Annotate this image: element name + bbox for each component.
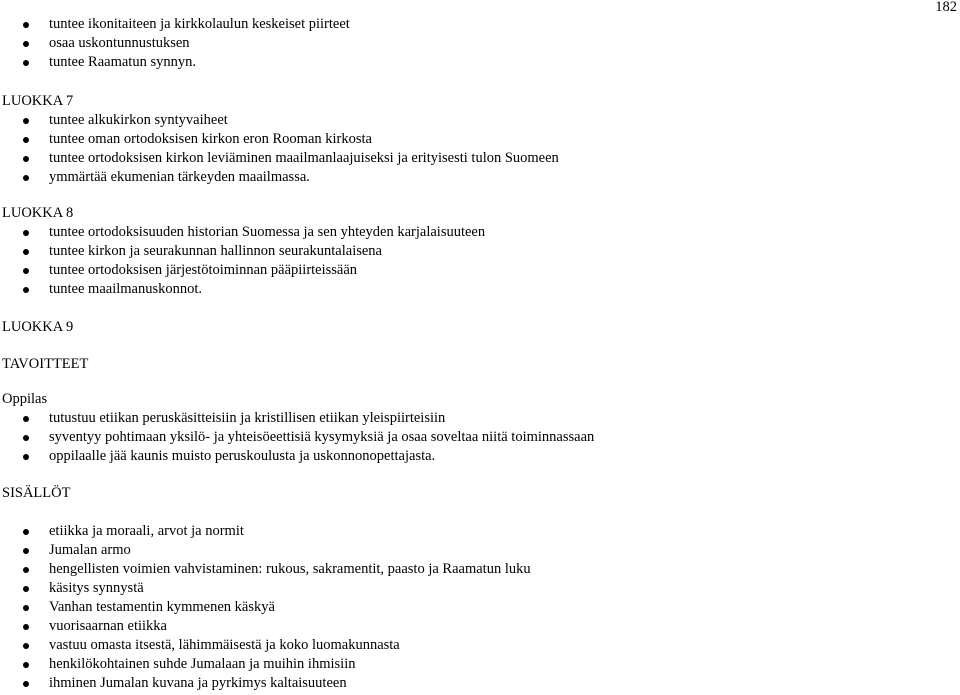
list-item: ihminen Jumalan kuvana ja pyrkimys kaltaisuuteen <box>0 674 950 693</box>
list-item: tuntee maailmanuskonnot. <box>0 280 950 299</box>
list-item: tuntee ortodoksisen kirkon leviäminen maailmanlaajuiseksi ja erityisesti tulon Suomeen <box>0 149 950 168</box>
list-item: syventyy pohtimaan yksilö- ja yhteisöeettisiä kysymyksiä ja osaa soveltaa niitä toiminnassaan <box>0 428 950 447</box>
luokka7-list <box>0 111 950 187</box>
oppilas-section <box>0 390 950 466</box>
list-item: tuntee Raamatun synnyn. <box>0 53 950 72</box>
tavoitteet-list <box>0 409 950 466</box>
list-item: käsitys synnystä <box>0 579 950 598</box>
list-item: tuntee ortodoksisen järjestötoiminnan pääpiirteissään <box>0 261 950 280</box>
list-item: hengellisten voimien vahvistaminen: rukous, sakramentit, paasto ja Raamatun luku <box>0 560 950 579</box>
list-item: henkilökohtainen suhde Jumalaan ja muihin ihmisiin <box>0 655 950 674</box>
list-item: tuntee alkukirkon syntyvaiheet <box>0 111 950 130</box>
page-number: 182 <box>935 0 957 15</box>
luokka7-heading: LUOKKA 7 <box>2 93 74 109</box>
luokka8-heading: LUOKKA 8 <box>2 205 74 221</box>
luokka9-heading: LUOKKA 9 <box>2 319 74 335</box>
list-item: oppilaalle jää kaunis muisto peruskoulusta ja uskonnonopettajasta. <box>0 447 950 466</box>
tavoitteet-section <box>0 355 950 374</box>
list-item: ymmärtää ekumenian tärkeyden maailmassa. <box>0 168 950 187</box>
tavoitteet-heading: TAVOITTEET <box>2 356 89 372</box>
sisallot-list-section <box>0 522 950 693</box>
list-item: tuntee ikonitaiteen ja kirkkolaulun keskeiset piirteet <box>0 15 950 34</box>
luokka9-section <box>0 318 950 337</box>
list-item: vuorisaarnan etiikka <box>0 617 950 636</box>
sisallot-heading: SISÄLLÖT <box>2 485 71 501</box>
list-item: tutustuu etiikan peruskäsitteisiin ja kristillisen etiikan yleispiirteisiin <box>0 409 950 428</box>
luokka7-section <box>0 92 950 187</box>
intro-list <box>0 15 950 72</box>
sisallot-section <box>0 484 950 503</box>
luokka8-section <box>0 204 950 299</box>
oppilas-heading: Oppilas <box>2 391 48 407</box>
list-item: Vanhan testamentin kymmenen käskyä <box>0 598 950 617</box>
list-item: tuntee oman ortodoksisen kirkon eron Rooman kirkosta <box>0 130 950 149</box>
list-item: tuntee kirkon ja seurakunnan hallinnon seurakuntalaisena <box>0 242 950 261</box>
list-item: osaa uskontunnustuksen <box>0 34 950 53</box>
list-item: tuntee ortodoksisuuden historian Suomessa ja sen yhteyden karjalaisuuteen <box>0 223 950 242</box>
luokka8-list <box>0 223 950 299</box>
sisallot-list <box>0 522 950 693</box>
intro-section <box>0 15 950 72</box>
list-item: Jumalan armo <box>0 541 950 560</box>
list-item: etiikka ja moraali, arvot ja normit <box>0 522 950 541</box>
list-item: vastuu omasta itsestä, lähimmäisestä ja koko luomakunnasta <box>0 636 950 655</box>
